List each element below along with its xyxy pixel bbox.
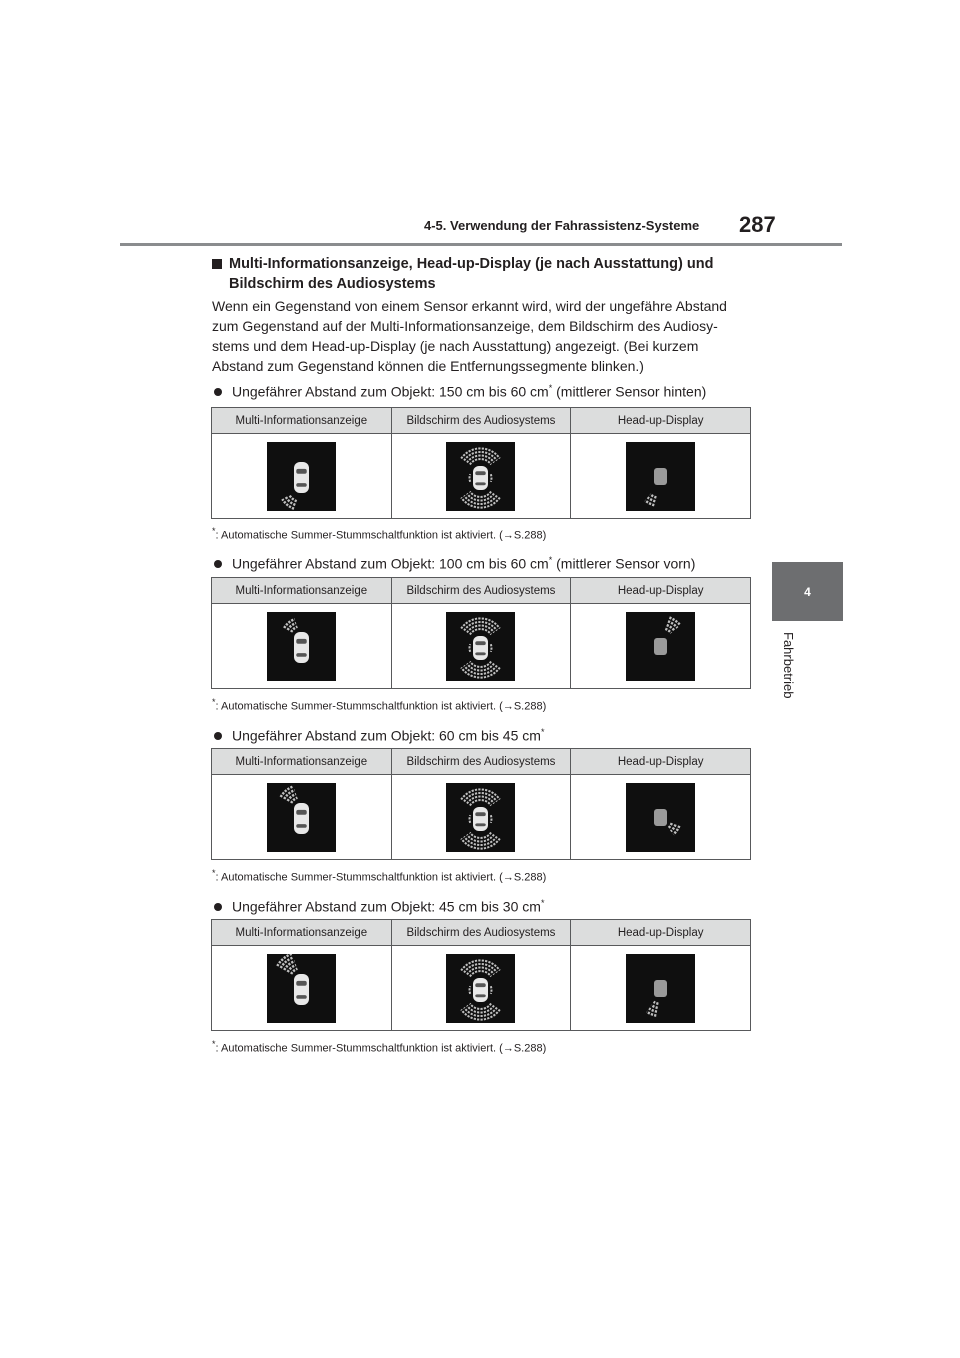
head-up-display-image bbox=[626, 954, 695, 1023]
car-top-view-icon bbox=[294, 462, 309, 493]
multi-info-display-image bbox=[267, 954, 336, 1023]
chapter-label: Fahrbetrieb bbox=[781, 632, 796, 699]
head-up-display-image bbox=[626, 783, 695, 852]
bullet-dot-icon bbox=[214, 560, 222, 568]
column-header: Multi-Informationsanzeige bbox=[212, 578, 392, 604]
column-header: Multi-Informationsanzeige bbox=[212, 920, 392, 946]
column-header: Head-up-Display bbox=[571, 920, 751, 946]
intro-line: Wenn ein Gegenstand von einem Sensor erkannt wird, wird der ungefähre Abstand bbox=[212, 298, 727, 314]
audio-screen-image bbox=[446, 954, 515, 1023]
chapter-tab: 4 bbox=[772, 562, 843, 621]
bullet-dot-icon bbox=[214, 388, 222, 396]
audio-screen-image bbox=[446, 783, 515, 852]
car-top-view-icon bbox=[654, 468, 667, 485]
column-header: Bildschirm des Audiosystems bbox=[391, 578, 571, 604]
intro-line: stems und dem Head-up-Display (je nach Ausstattung) angezeigt. (Bei kurzem bbox=[212, 338, 699, 354]
bullet-dot-icon bbox=[214, 903, 222, 911]
section-heading bbox=[212, 254, 772, 294]
intro-line: Abstand zum Gegenstand können die Entfernungssegmente blinken.) bbox=[212, 358, 644, 374]
car-top-view-icon bbox=[294, 803, 309, 834]
car-top-view-icon bbox=[473, 807, 488, 831]
intro-paragraph bbox=[212, 296, 772, 376]
column-header: Head-up-Display bbox=[571, 749, 751, 775]
car-top-view-icon bbox=[294, 974, 309, 1005]
display-table bbox=[211, 919, 751, 1031]
multi-info-display-image bbox=[267, 442, 336, 511]
head-up-display-image bbox=[626, 442, 695, 511]
head-up-display-image bbox=[626, 612, 695, 681]
footnote: *: Automatische Summer-Stummschaltfunktion ist aktiviert. (→S.288) bbox=[212, 697, 547, 713]
car-top-view-icon bbox=[294, 632, 309, 663]
display-table bbox=[211, 407, 751, 519]
audio-screen-image bbox=[446, 442, 515, 511]
car-top-view-icon bbox=[654, 980, 667, 997]
multi-info-display-image bbox=[267, 783, 336, 852]
footnote: *: Automatische Summer-Stummschaltfunktion ist aktiviert. (→S.288) bbox=[212, 868, 547, 884]
bullet-dot-icon bbox=[214, 732, 222, 740]
column-header: Multi-Informationsanzeige bbox=[212, 408, 392, 434]
column-header: Head-up-Display bbox=[571, 408, 751, 434]
multi-info-display-image bbox=[267, 612, 336, 681]
intro-line: zum Gegenstand auf der Multi-Informationsanzeige, dem Bildschirm des Audiosy- bbox=[212, 318, 718, 334]
distance-bullet: Ungefährer Abstand zum Objekt: 100 cm bis 60 cm* (mittlerer Sensor vorn) bbox=[212, 550, 695, 574]
car-top-view-icon bbox=[473, 978, 488, 1002]
column-header: Bildschirm des Audiosystems bbox=[391, 408, 571, 434]
distance-bullet: Ungefährer Abstand zum Objekt: 45 cm bis 30 cm* bbox=[212, 893, 544, 917]
audio-screen-image bbox=[446, 612, 515, 681]
distance-bullet: Ungefährer Abstand zum Objekt: 60 cm bis 45 cm* bbox=[212, 722, 544, 746]
display-table bbox=[211, 577, 751, 689]
square-bullet-icon bbox=[212, 259, 222, 269]
column-header: Head-up-Display bbox=[571, 578, 751, 604]
header-divider bbox=[120, 243, 842, 246]
display-table bbox=[211, 748, 751, 860]
section-heading-line1: Multi-Informationsanzeige, Head-up-Display (je nach Ausstattung) und bbox=[229, 256, 714, 272]
car-top-view-icon bbox=[654, 809, 667, 826]
column-header: Multi-Informationsanzeige bbox=[212, 749, 392, 775]
column-header: Bildschirm des Audiosystems bbox=[391, 749, 571, 775]
distance-bullet: Ungefährer Abstand zum Objekt: 150 cm bis 60 cm* (mittlerer Sensor hinten) bbox=[212, 378, 706, 402]
car-top-view-icon bbox=[473, 466, 488, 490]
section-title: 4-5. Verwendung der Fahrassistenz-Systeme bbox=[424, 218, 700, 233]
section-heading-line2: Bildschirm des Audiosystems bbox=[229, 276, 436, 292]
footnote: *: Automatische Summer-Stummschaltfunktion ist aktiviert. (→S.288) bbox=[212, 1039, 547, 1055]
column-header: Bildschirm des Audiosystems bbox=[391, 920, 571, 946]
car-top-view-icon bbox=[473, 636, 488, 660]
car-top-view-icon bbox=[654, 638, 667, 655]
footnote: *: Automatische Summer-Stummschaltfunktion ist aktiviert. (→S.288) bbox=[212, 526, 547, 542]
page-number: 287 bbox=[739, 212, 776, 237]
